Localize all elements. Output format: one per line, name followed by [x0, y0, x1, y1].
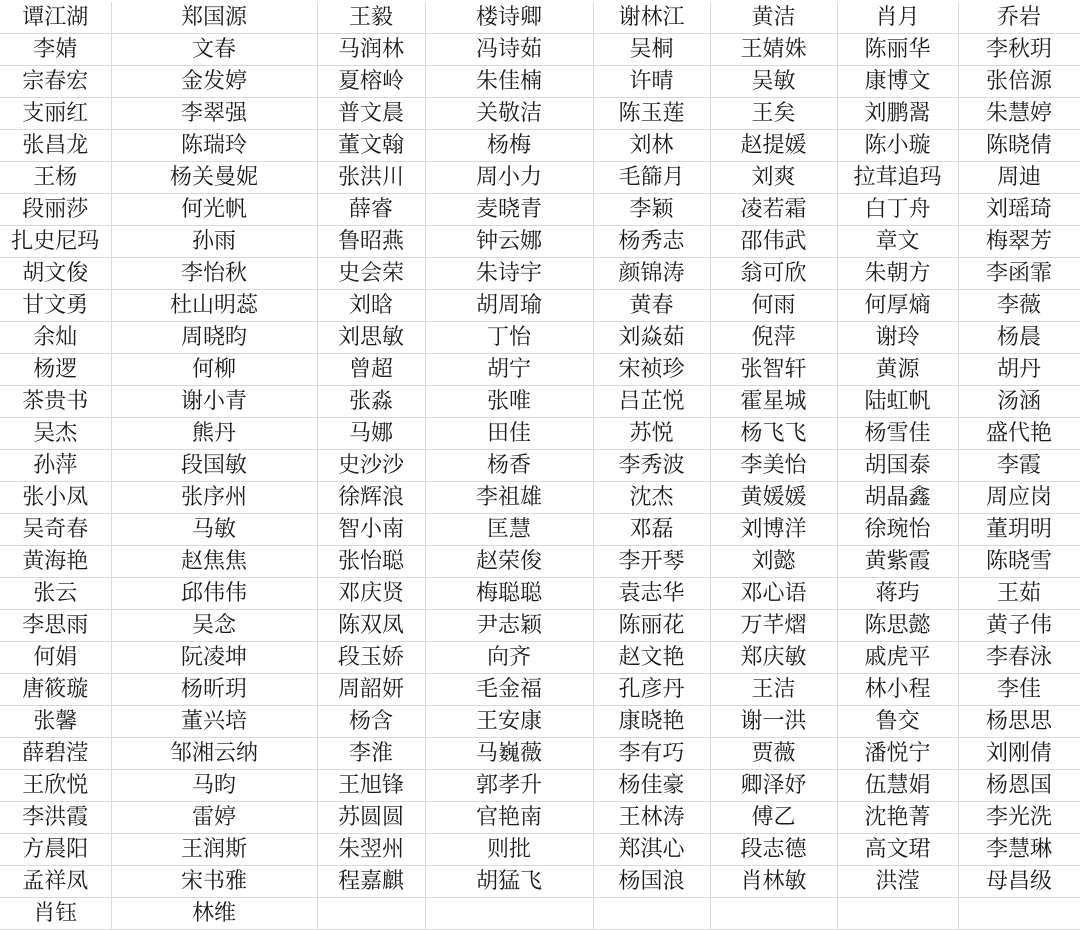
name-cell[interactable]: 朱佳楠 — [425, 66, 593, 98]
name-cell[interactable]: 陈思懿 — [837, 610, 958, 642]
name-cell[interactable]: 王安康 — [425, 706, 593, 738]
name-cell[interactable]: 周韶妍 — [317, 674, 425, 706]
name-cell[interactable]: 张馨 — [0, 706, 111, 738]
name-cell[interactable] — [593, 898, 710, 930]
name-cell[interactable]: 陈丽华 — [837, 34, 958, 66]
name-cell[interactable]: 邓磊 — [593, 514, 710, 546]
name-cell[interactable]: 胡周瑜 — [425, 290, 593, 322]
name-cell[interactable]: 刘博洋 — [710, 514, 837, 546]
name-cell[interactable]: 胡文俊 — [0, 258, 111, 290]
name-cell[interactable]: 鲁交 — [837, 706, 958, 738]
name-cell[interactable]: 郭孝升 — [425, 770, 593, 802]
name-cell[interactable]: 张昌龙 — [0, 130, 111, 162]
name-cell[interactable]: 郑庆敏 — [710, 642, 837, 674]
name-cell[interactable]: 余灿 — [0, 322, 111, 354]
name-cell[interactable]: 李佳 — [958, 674, 1080, 706]
name-cell[interactable] — [710, 898, 837, 930]
name-cell[interactable]: 卿泽妤 — [710, 770, 837, 802]
name-cell[interactable]: 毛篩月 — [593, 162, 710, 194]
name-cell[interactable]: 冯诗茹 — [425, 34, 593, 66]
name-cell[interactable]: 赵提媛 — [710, 130, 837, 162]
name-cell[interactable]: 官艳南 — [425, 802, 593, 834]
table-row — [0, 354, 1080, 386]
name-cell[interactable]: 沈艳菁 — [837, 802, 958, 834]
name-cell[interactable]: 梅聪聪 — [425, 578, 593, 610]
name-cell[interactable]: 何雨 — [710, 290, 837, 322]
name-cell[interactable]: 张怡聪 — [317, 546, 425, 578]
name-cell[interactable]: 杨昕玥 — [111, 674, 317, 706]
name-cell[interactable]: 汤涵 — [958, 386, 1080, 418]
name-cell[interactable]: 史沙沙 — [317, 450, 425, 482]
name-cell[interactable]: 张智轩 — [710, 354, 837, 386]
name-cell[interactable]: 赵荣俊 — [425, 546, 593, 578]
name-cell[interactable]: 何光帆 — [111, 194, 317, 226]
name-cell[interactable]: 王润斯 — [111, 834, 317, 866]
name-cell[interactable]: 杨雪佳 — [837, 418, 958, 450]
name-cell[interactable]: 周迪 — [958, 162, 1080, 194]
name-cell[interactable]: 吴念 — [111, 610, 317, 642]
name-cell[interactable]: 王林涛 — [593, 802, 710, 834]
name-cell[interactable]: 王茹 — [958, 578, 1080, 610]
name-cell[interactable]: 马巍薇 — [425, 738, 593, 770]
name-cell[interactable]: 杨国浪 — [593, 866, 710, 898]
name-cell[interactable]: 乔岩 — [958, 2, 1080, 34]
table-row — [0, 642, 1080, 674]
name-cell[interactable]: 邓庆贤 — [317, 578, 425, 610]
name-cell[interactable]: 周晓昀 — [111, 322, 317, 354]
name-cell[interactable]: 王洁 — [710, 674, 837, 706]
name-cell[interactable]: 李有巧 — [593, 738, 710, 770]
name-cell[interactable]: 周应岗 — [958, 482, 1080, 514]
table-row — [0, 34, 1080, 66]
name-cell[interactable]: 李霞 — [958, 450, 1080, 482]
name-cell[interactable]: 普文晨 — [317, 98, 425, 130]
name-cell[interactable]: 刘懿 — [710, 546, 837, 578]
name-cell[interactable]: 伍慧娟 — [837, 770, 958, 802]
name-grid-body — [0, 2, 1080, 930]
table-row — [0, 450, 1080, 482]
name-cell[interactable]: 黄海艳 — [0, 546, 111, 578]
name-cell[interactable]: 杨思思 — [958, 706, 1080, 738]
name-cell[interactable]: 王欣悦 — [0, 770, 111, 802]
name-cell[interactable]: 黄媛媛 — [710, 482, 837, 514]
name-cell[interactable]: 吴杰 — [0, 418, 111, 450]
table-row — [0, 162, 1080, 194]
name-cell[interactable]: 邹湘云纳 — [111, 738, 317, 770]
name-cell[interactable]: 徐琬怡 — [837, 514, 958, 546]
name-cell[interactable]: 陈双凤 — [317, 610, 425, 642]
name-cell[interactable]: 麦晓青 — [425, 194, 593, 226]
name-cell[interactable]: 张淼 — [317, 386, 425, 418]
name-cell[interactable]: 张序州 — [111, 482, 317, 514]
name-cell[interactable]: 陈丽花 — [593, 610, 710, 642]
name-cell[interactable] — [317, 898, 425, 930]
name-cell[interactable]: 王旭锋 — [317, 770, 425, 802]
name-cell[interactable]: 毛金福 — [425, 674, 593, 706]
name-cell[interactable]: 朱慧婷 — [958, 98, 1080, 130]
name-cell[interactable]: 马润林 — [317, 34, 425, 66]
table-row — [0, 2, 1080, 34]
table-row — [0, 130, 1080, 162]
table-row — [0, 226, 1080, 258]
name-cell[interactable]: 林小程 — [837, 674, 958, 706]
name-cell[interactable]: 戚虎平 — [837, 642, 958, 674]
name-cell[interactable]: 贾薇 — [710, 738, 837, 770]
name-cell[interactable]: 胡丹 — [958, 354, 1080, 386]
name-cell[interactable]: 杨恩国 — [958, 770, 1080, 802]
table-row — [0, 546, 1080, 578]
name-cell[interactable]: 智小南 — [317, 514, 425, 546]
name-cell[interactable]: 茶贵书 — [0, 386, 111, 418]
name-cell[interactable]: 则批 — [425, 834, 593, 866]
name-cell[interactable]: 关敬洁 — [425, 98, 593, 130]
name-cell[interactable]: 胡猛飞 — [425, 866, 593, 898]
name-cell[interactable]: 许晴 — [593, 66, 710, 98]
name-cell[interactable]: 康晓艳 — [593, 706, 710, 738]
name-cell[interactable]: 林维 — [111, 898, 317, 930]
name-cell[interactable]: 倪萍 — [710, 322, 837, 354]
name-cell[interactable]: 赵焦焦 — [111, 546, 317, 578]
name-cell[interactable]: 杜山明蕊 — [111, 290, 317, 322]
name-cell[interactable] — [425, 898, 593, 930]
name-cell[interactable]: 吕芷悦 — [593, 386, 710, 418]
name-cell[interactable]: 段国敏 — [111, 450, 317, 482]
name-cell[interactable]: 沈杰 — [593, 482, 710, 514]
name-cell[interactable]: 李秋玥 — [958, 34, 1080, 66]
name-cell[interactable]: 李怡秋 — [111, 258, 317, 290]
name-cell[interactable]: 张唯 — [425, 386, 593, 418]
name-cell[interactable]: 段丽莎 — [0, 194, 111, 226]
name-cell[interactable]: 谭江湖 — [0, 2, 111, 34]
table-row — [0, 706, 1080, 738]
name-cell[interactable]: 杨晨 — [958, 322, 1080, 354]
name-cell[interactable]: 周小力 — [425, 162, 593, 194]
table-row — [0, 386, 1080, 418]
name-cell[interactable]: 孙雨 — [111, 226, 317, 258]
name-cell[interactable]: 胡晶鑫 — [837, 482, 958, 514]
name-cell[interactable]: 李光洗 — [958, 802, 1080, 834]
name-cell[interactable]: 杨关曼妮 — [111, 162, 317, 194]
name-cell[interactable]: 王杨 — [0, 162, 111, 194]
name-cell[interactable]: 苏悦 — [593, 418, 710, 450]
name-cell[interactable]: 章文 — [837, 226, 958, 258]
name-cell[interactable]: 王矣 — [710, 98, 837, 130]
name-cell[interactable]: 黄紫霞 — [837, 546, 958, 578]
table-row — [0, 802, 1080, 834]
name-cell[interactable]: 方晨阳 — [0, 834, 111, 866]
name-cell[interactable]: 曾超 — [317, 354, 425, 386]
name-cell[interactable]: 凌若霜 — [710, 194, 837, 226]
name-cell[interactable]: 董兴培 — [111, 706, 317, 738]
name-cell[interactable]: 孟祥凤 — [0, 866, 111, 898]
name-cell[interactable]: 马娜 — [317, 418, 425, 450]
name-cell[interactable]: 徐辉浪 — [317, 482, 425, 514]
table-row — [0, 770, 1080, 802]
name-cell[interactable]: 刘林 — [593, 130, 710, 162]
name-cell[interactable] — [837, 898, 958, 930]
name-cell[interactable]: 夏榕岭 — [317, 66, 425, 98]
name-cell[interactable]: 李洪霞 — [0, 802, 111, 834]
name-cell[interactable]: 翁可欣 — [710, 258, 837, 290]
name-cell[interactable]: 何厚熵 — [837, 290, 958, 322]
name-cell[interactable]: 陆虹帆 — [837, 386, 958, 418]
name-cell[interactable]: 肖林敏 — [710, 866, 837, 898]
name-cell[interactable]: 李开琴 — [593, 546, 710, 578]
name-cell[interactable]: 刘刚倩 — [958, 738, 1080, 770]
name-cell[interactable]: 梅翠芳 — [958, 226, 1080, 258]
name-cell[interactable]: 李祖雄 — [425, 482, 593, 514]
name-cell[interactable]: 母昌级 — [958, 866, 1080, 898]
name-cell[interactable]: 杨秀志 — [593, 226, 710, 258]
name-cell[interactable]: 马昀 — [111, 770, 317, 802]
name-cell[interactable]: 洪滢 — [837, 866, 958, 898]
name-cell[interactable]: 白丁舟 — [837, 194, 958, 226]
name-cell[interactable]: 黄源 — [837, 354, 958, 386]
name-cell[interactable]: 蒋玙 — [837, 578, 958, 610]
name-cell[interactable]: 阮凌坤 — [111, 642, 317, 674]
name-cell[interactable]: 赵文艳 — [593, 642, 710, 674]
name-cell[interactable]: 李翠强 — [111, 98, 317, 130]
name-cell[interactable]: 程嘉麒 — [317, 866, 425, 898]
table-row — [0, 290, 1080, 322]
name-cell[interactable] — [958, 898, 1080, 930]
name-cell[interactable]: 张倍源 — [958, 66, 1080, 98]
name-cell[interactable]: 杨香 — [425, 450, 593, 482]
name-cell[interactable]: 陈玉莲 — [593, 98, 710, 130]
name-cell[interactable]: 熊丹 — [111, 418, 317, 450]
name-cell[interactable]: 李慧琳 — [958, 834, 1080, 866]
name-cell[interactable]: 张洪川 — [317, 162, 425, 194]
name-cell[interactable]: 支丽红 — [0, 98, 111, 130]
name-cell[interactable]: 万芊熠 — [710, 610, 837, 642]
name-cell[interactable]: 刘思敏 — [317, 322, 425, 354]
name-cell[interactable]: 金发婷 — [111, 66, 317, 98]
table-row — [0, 66, 1080, 98]
name-cell[interactable]: 尹志颖 — [425, 610, 593, 642]
name-cell[interactable]: 薛碧滢 — [0, 738, 111, 770]
name-cell[interactable]: 谢林江 — [593, 2, 710, 34]
name-cell[interactable]: 文春 — [111, 34, 317, 66]
name-cell[interactable]: 刘晗 — [317, 290, 425, 322]
name-cell[interactable]: 宋书雅 — [111, 866, 317, 898]
name-cell[interactable]: 陈晓倩 — [958, 130, 1080, 162]
name-cell[interactable]: 高文珺 — [837, 834, 958, 866]
name-cell[interactable]: 李函霏 — [958, 258, 1080, 290]
name-cell[interactable]: 杨含 — [317, 706, 425, 738]
name-cell[interactable]: 楼诗卿 — [425, 2, 593, 34]
name-cell[interactable]: 袁志华 — [593, 578, 710, 610]
name-cell[interactable]: 邓心语 — [710, 578, 837, 610]
name-cell[interactable]: 李薇 — [958, 290, 1080, 322]
name-cell[interactable]: 宋祯珍 — [593, 354, 710, 386]
name-cell[interactable]: 盛代艳 — [958, 418, 1080, 450]
name-cell[interactable]: 丁怡 — [425, 322, 593, 354]
table-row — [0, 674, 1080, 706]
name-cell[interactable]: 陈晓雪 — [958, 546, 1080, 578]
table-row — [0, 898, 1080, 930]
name-cell[interactable]: 吴敏 — [710, 66, 837, 98]
name-cell[interactable]: 肖月 — [837, 2, 958, 34]
name-cell[interactable]: 李颖 — [593, 194, 710, 226]
name-cell[interactable]: 李婧 — [0, 34, 111, 66]
table-row — [0, 482, 1080, 514]
name-cell[interactable]: 吴奇春 — [0, 514, 111, 546]
name-cell[interactable]: 朱朝方 — [837, 258, 958, 290]
name-cell[interactable]: 谢玲 — [837, 322, 958, 354]
name-cell[interactable]: 李美怡 — [710, 450, 837, 482]
name-cell[interactable]: 扎史尼玛 — [0, 226, 111, 258]
name-cell[interactable]: 钟云娜 — [425, 226, 593, 258]
name-cell[interactable]: 雷婷 — [111, 802, 317, 834]
name-cell[interactable]: 鲁昭燕 — [317, 226, 425, 258]
name-cell[interactable]: 王婧姝 — [710, 34, 837, 66]
table-row — [0, 610, 1080, 642]
name-cell[interactable]: 傅乙 — [710, 802, 837, 834]
name-cell[interactable]: 段志德 — [710, 834, 837, 866]
table-row — [0, 738, 1080, 770]
name-grid — [0, 2, 1080, 930]
name-cell[interactable]: 颜锦涛 — [593, 258, 710, 290]
name-cell[interactable]: 李秀波 — [593, 450, 710, 482]
table-row — [0, 194, 1080, 226]
name-cell[interactable]: 张云 — [0, 578, 111, 610]
name-cell[interactable]: 拉茸追玛 — [837, 162, 958, 194]
name-cell[interactable]: 朱翌州 — [317, 834, 425, 866]
name-cell[interactable]: 杨梅 — [425, 130, 593, 162]
name-cell[interactable]: 吴桐 — [593, 34, 710, 66]
table-row — [0, 578, 1080, 610]
name-cell[interactable]: 黄子伟 — [958, 610, 1080, 642]
name-cell[interactable]: 黄春 — [593, 290, 710, 322]
name-cell[interactable]: 谢一洪 — [710, 706, 837, 738]
name-cell[interactable]: 李春泳 — [958, 642, 1080, 674]
table-row — [0, 514, 1080, 546]
name-cell[interactable]: 李思雨 — [0, 610, 111, 642]
name-cell[interactable]: 郑国源 — [111, 2, 317, 34]
name-cell[interactable]: 刘焱茹 — [593, 322, 710, 354]
name-cell[interactable]: 李淮 — [317, 738, 425, 770]
name-cell[interactable]: 刘鹏翯 — [837, 98, 958, 130]
name-cell[interactable]: 匡慧 — [425, 514, 593, 546]
name-cell[interactable]: 史会荣 — [317, 258, 425, 290]
name-cell[interactable]: 潘悦宁 — [837, 738, 958, 770]
name-cell[interactable]: 孔彦丹 — [593, 674, 710, 706]
name-cell[interactable]: 霍星城 — [710, 386, 837, 418]
name-cell[interactable]: 康博文 — [837, 66, 958, 98]
name-cell[interactable]: 胡国泰 — [837, 450, 958, 482]
name-cell[interactable]: 田佳 — [425, 418, 593, 450]
name-cell[interactable]: 黄洁 — [710, 2, 837, 34]
name-cell[interactable]: 宗春宏 — [0, 66, 111, 98]
table-row — [0, 322, 1080, 354]
name-cell[interactable]: 杨逻 — [0, 354, 111, 386]
name-cell[interactable]: 胡宁 — [425, 354, 593, 386]
name-cell[interactable]: 董玥明 — [958, 514, 1080, 546]
name-cell[interactable]: 陈小璇 — [837, 130, 958, 162]
table-row — [0, 258, 1080, 290]
name-cell[interactable]: 朱诗宇 — [425, 258, 593, 290]
table-row — [0, 98, 1080, 130]
name-cell[interactable]: 苏圆圆 — [317, 802, 425, 834]
table-row — [0, 418, 1080, 450]
name-cell[interactable]: 肖钰 — [0, 898, 111, 930]
name-cell[interactable]: 唐筱璇 — [0, 674, 111, 706]
name-cell[interactable]: 张小凤 — [0, 482, 111, 514]
name-cell[interactable]: 刘爽 — [710, 162, 837, 194]
name-cell[interactable]: 杨飞飞 — [710, 418, 837, 450]
name-cell[interactable]: 孙萍 — [0, 450, 111, 482]
name-cell[interactable]: 段玉娇 — [317, 642, 425, 674]
name-cell[interactable]: 谢小青 — [111, 386, 317, 418]
name-cell[interactable]: 刘瑶琦 — [958, 194, 1080, 226]
table-row — [0, 866, 1080, 898]
name-cell[interactable]: 杨佳豪 — [593, 770, 710, 802]
name-cell[interactable]: 董文翰 — [317, 130, 425, 162]
name-cell[interactable]: 邱伟伟 — [111, 578, 317, 610]
name-cell[interactable]: 何柳 — [111, 354, 317, 386]
name-cell[interactable]: 王毅 — [317, 2, 425, 34]
name-cell[interactable]: 陈瑞玲 — [111, 130, 317, 162]
name-cell[interactable]: 邵伟武 — [710, 226, 837, 258]
name-cell[interactable]: 马敏 — [111, 514, 317, 546]
name-cell[interactable]: 郑淇心 — [593, 834, 710, 866]
table-row — [0, 834, 1080, 866]
name-cell[interactable]: 向齐 — [425, 642, 593, 674]
name-cell[interactable]: 甘文勇 — [0, 290, 111, 322]
name-cell[interactable]: 何娟 — [0, 642, 111, 674]
name-cell[interactable]: 薛睿 — [317, 194, 425, 226]
